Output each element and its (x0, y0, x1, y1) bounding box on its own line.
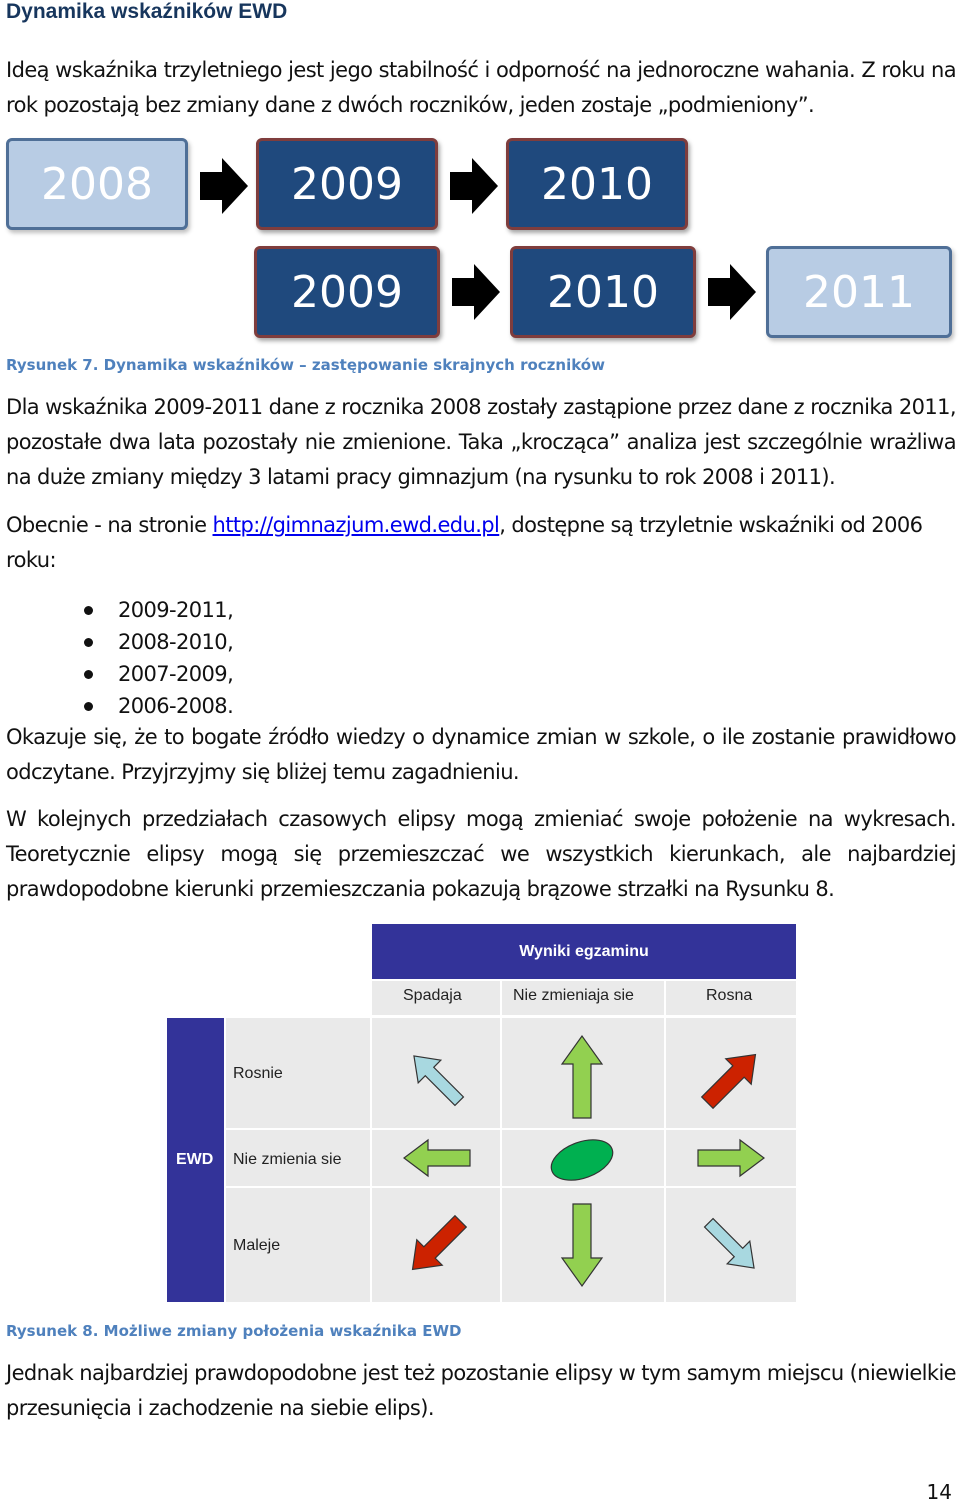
year-box-r2-2: 2010 (510, 246, 696, 338)
year-box-r2-1: 2009 (254, 246, 440, 338)
year-range-list (78, 594, 233, 722)
list-item: 2006-2008. (78, 690, 233, 722)
list-item: 2008-2010, (78, 626, 233, 658)
arrow-up-right-icon (695, 1042, 769, 1116)
arrow-right-icon (698, 1140, 764, 1176)
row-label-rosnie: Rosnie (233, 1065, 283, 1082)
arrow-down-left-icon (400, 1209, 474, 1283)
arrow-right-icon (708, 264, 756, 320)
arrow-left-icon (404, 1140, 470, 1176)
col-header-rosna: Rosna (706, 987, 753, 1004)
arrow-up-left-icon (403, 1045, 471, 1113)
col-header-spadaja: Spadaja (403, 987, 462, 1004)
paragraph-3-text-a: Obecnie - na stronie (6, 513, 213, 537)
paragraph-5: W kolejnych przedziałach czasowych elipsy mogą zmieniać swoje położenie na wykresach. Teoretycznie elipsy mogą się przemieszczać we wszystkich kierunkach, ale najbardziej prawdopodobne kierunki przemieszczania pokazują brązowe strzałki na Rysunku 8. (6, 807, 956, 901)
paragraph-3-text-b: , dostępne są trzyletnie wskaźniki od 2006 roku: (6, 513, 923, 572)
list-item: 2007-2009, (78, 658, 233, 690)
year-box-r1-2: 2009 (256, 138, 438, 230)
arrow-down-icon (562, 1204, 602, 1286)
year-box-r2-3: 2011 (766, 246, 952, 338)
paragraph-3 (6, 508, 956, 578)
col-header-nie-zmieniaja: Nie zmieniaja sie (513, 987, 634, 1004)
paragraph-6: Jednak najbardziej prawdopodobne jest też pozostanie elipsy w tym samym miejscu (niewielkie przesunięcia i zachodzenie na siebie elips). (6, 1361, 956, 1420)
arrow-right-icon (450, 158, 498, 214)
side-header-label: EWD (176, 1151, 214, 1168)
figure-caption-8: Rysunek 8. Możliwe zmiany położenia wskaźnika EWD (6, 1322, 462, 1340)
page-number: 14 (926, 1480, 952, 1504)
paragraph-4: Okazuje się, że to bogate źródło wiedzy o dynamice zmian w szkole, o ile zostanie prawidłowo odczytane. Przyjrzyjmy się bliżej temu zagadnieniu. (6, 725, 956, 784)
row-label-nie-zmienia: Nie zmienia sie (233, 1151, 342, 1168)
top-header: Wyniki egzaminu (372, 924, 796, 979)
year-box-r1-1: 2008 (6, 138, 188, 230)
paragraph-2: Dla wskaźnika 2009-2011 dane z rocznika 2008 zostały zastąpione przez dane z rocznika 2011, pozostałe dwa lata pozostały nie zmienione. Taka „krocząca” analiza jest szczególnie wrażliwa na duże zmiany między 3 latami pracy gimnazjum (na rysunku to rok 2008 i 2011). (6, 395, 956, 489)
figure-caption-7: Rysunek 7. Dynamika wskaźników – zastępowanie skrajnych roczników (6, 356, 605, 374)
ellipse-icon (546, 1132, 618, 1188)
arrow-down-right-icon (697, 1211, 765, 1279)
arrow-up-icon (562, 1036, 602, 1118)
arrow-right-icon (200, 158, 248, 214)
section-heading: Dynamika wskaźników EWD (6, 0, 288, 23)
list-item: 2009-2011, (78, 594, 233, 626)
intro-paragraph: Ideą wskaźnika trzyletniego jest jego stabilność i odporność na jednoroczne wahania. Z roku na rok pozostają bez zmiany dane z dwóch roczników, jeden zostaje „podmieniony”. (6, 58, 956, 117)
arrow-right-icon (452, 264, 500, 320)
gimnazjum-link[interactable]: http://gimnazjum.ewd.edu.pl (212, 513, 500, 537)
year-box-r1-3: 2010 (506, 138, 688, 230)
direction-arrows (372, 1018, 796, 1302)
row-label-maleje: Maleje (233, 1237, 281, 1254)
